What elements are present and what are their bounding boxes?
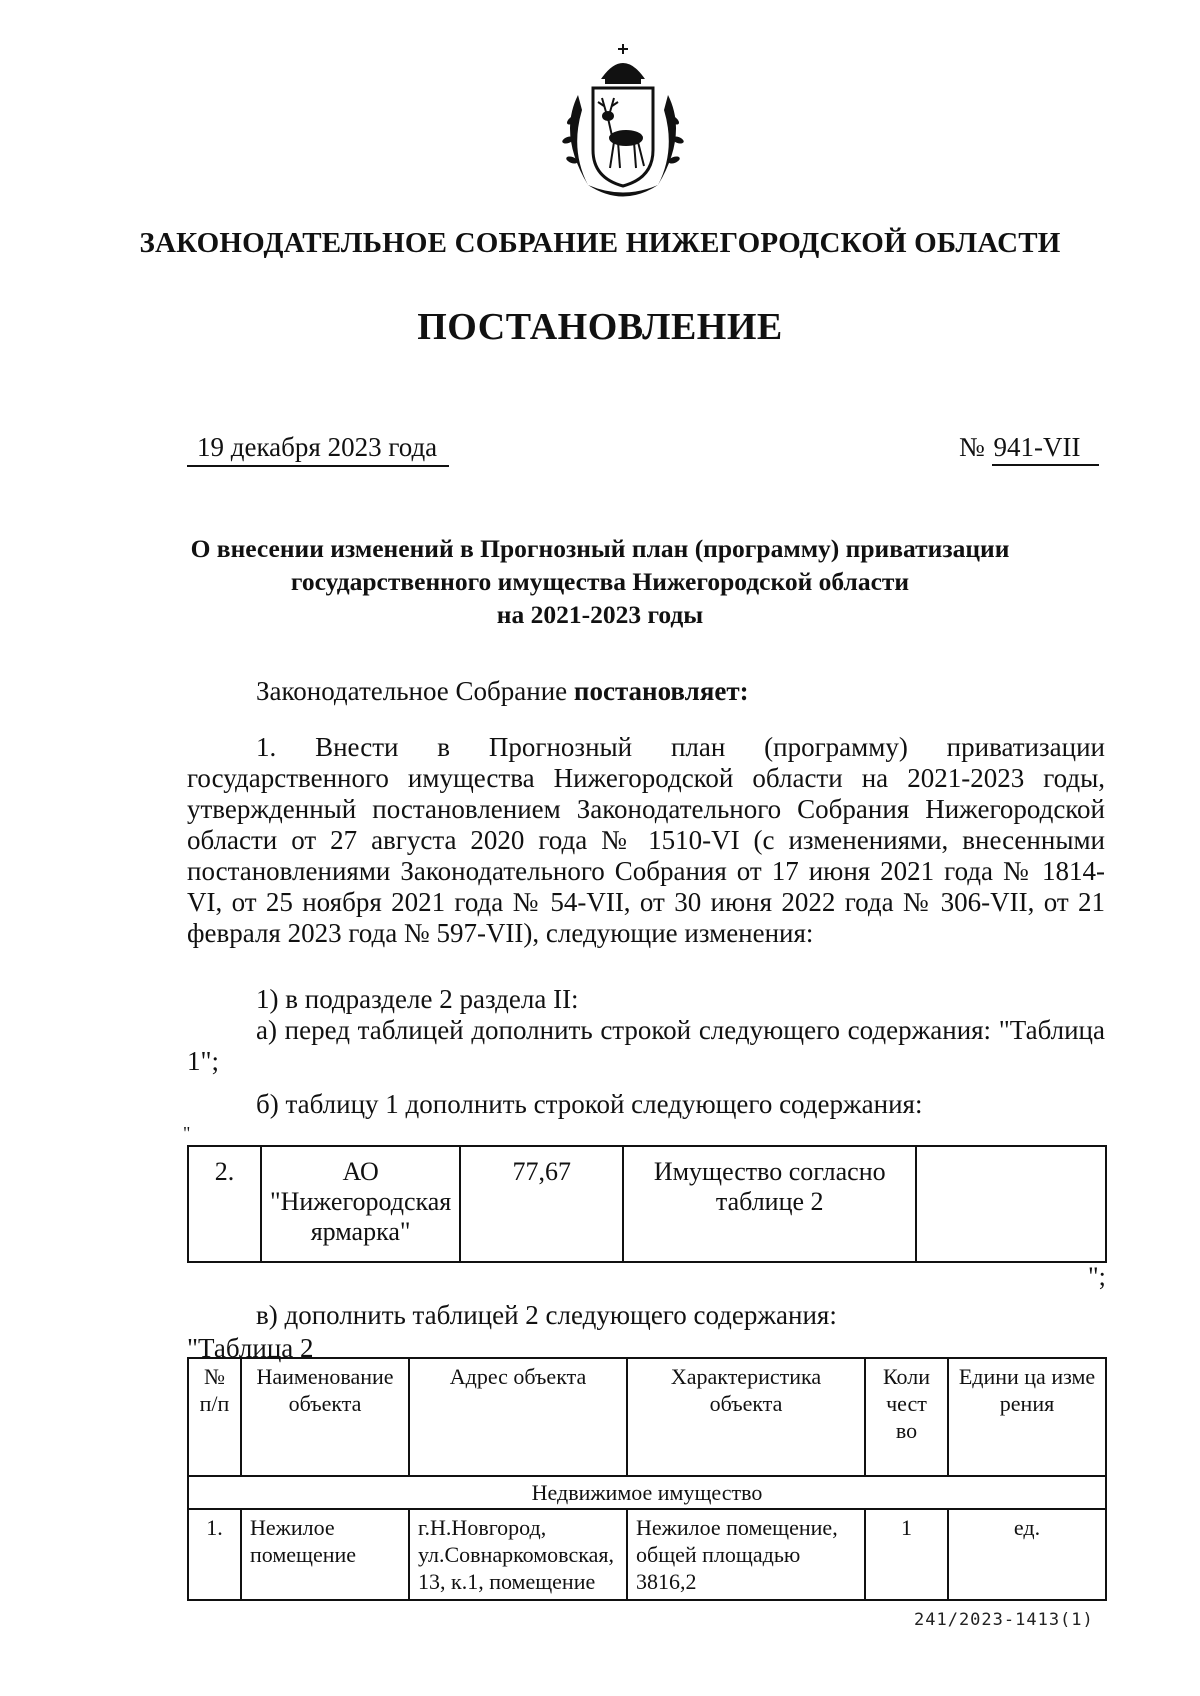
table-section-title: Недвижимое имущество: [188, 1476, 1106, 1509]
table-cell-share: 77,67: [460, 1146, 623, 1262]
item-1-subitem-b: б) таблицу 1 дополнить строкой следующего содержания:: [256, 1089, 923, 1119]
table-section-row: [188, 1476, 1106, 1509]
table-row: [188, 1146, 1106, 1262]
item-1-subitem-v: в) дополнить таблицей 2 следующего содержания:: [256, 1300, 837, 1330]
preamble-text: Законодательное Собрание: [256, 676, 568, 706]
item-1-subitem-1: 1) в подразделе 2 раздела II:: [256, 984, 579, 1014]
table-cell-note: Имущество согласно таблице 2: [623, 1146, 916, 1262]
preamble: [256, 676, 749, 707]
close-quote: ";: [1088, 1262, 1106, 1291]
footer-document-code: 241/2023-1413(1): [914, 1610, 1094, 1630]
document-subject: [100, 532, 1100, 631]
table-cell-number: 2.: [188, 1146, 261, 1262]
table-cell: г.Н.Новгород, ул.Совнаркомовская, 13, к.1, помещение: [409, 1509, 627, 1600]
table-header-cell: Коли чест во: [865, 1358, 948, 1476]
table-cell: ед.: [948, 1509, 1106, 1600]
table-header-cell: Адрес объекта: [409, 1358, 627, 1476]
table-header-cell: Едини ца изме рения: [948, 1358, 1106, 1476]
table-2: [187, 1357, 1107, 1601]
subject-line-2: государственного имущества Нижегородской области: [290, 567, 910, 596]
table-1-row-addition: [187, 1145, 1107, 1263]
item-1-subitem-a: а) перед таблицей дополнить строкой следующего содержания: "Таблица 1";: [187, 1015, 1105, 1076]
crown-icon: [603, 44, 643, 83]
document-number-block: [959, 432, 1099, 463]
number-sign: №: [959, 432, 985, 462]
table-header-cell: № п/п: [188, 1358, 241, 1476]
coat-of-arms-emblem: [548, 40, 698, 210]
preamble-bold: постановляет:: [573, 676, 749, 706]
table-cell-empty: [916, 1146, 1106, 1262]
table-row: [188, 1509, 1106, 1600]
table-header-cell: Наименование объекта: [241, 1358, 409, 1476]
organization-title: ЗАКОНОДАТЕЛЬНОЕ СОБРАНИЕ НИЖЕГОРОДСКОЙ ОБЛАСТИ: [139, 227, 1061, 259]
document-date: 19 декабря 2023 года: [187, 432, 449, 467]
table-2-caption: "Таблица 2: [187, 1333, 314, 1363]
item-1-paragraph: 1. Внести в Прогнозный план (программу) приватизации государственного имущества Нижегородской области на 2021-2023 годы, утвержденный постановлением Законодательного Собрания Нижегородской области от 27 августа 2020 года № 1510-VI (с изменениями, внесенными постановлениями Законодательного Собрания от 17 июня 2021 года № 1814-VI, от 25 ноября 2021 года № 54-VII, от 30 июня 2022 года № 306-VII, от 21 февраля 2023 года № 597-VII), следующие изменения:: [187, 732, 1105, 948]
table-cell: Нежилое помещение, общей площадью 3816,2: [627, 1509, 865, 1600]
table-cell: Нежилое помещение: [241, 1509, 409, 1600]
document-type-title: ПОСТАНОВЛЕНИЕ: [417, 306, 783, 348]
table-cell-name: АО "Нижегородская ярмарка": [261, 1146, 460, 1262]
subject-line-3: на 2021-2023 годы: [496, 600, 704, 629]
table-cell: 1.: [188, 1509, 241, 1600]
document-number: 941-VII: [992, 432, 1099, 466]
subject-line-1: О внесении изменений в Прогнозный план (программу) приватизации: [190, 534, 1010, 563]
table-cell: 1: [865, 1509, 948, 1600]
open-quote: ": [183, 1123, 191, 1143]
table-header-cell: Характеристика объекта: [627, 1358, 865, 1476]
table-header-row: [188, 1358, 1106, 1476]
